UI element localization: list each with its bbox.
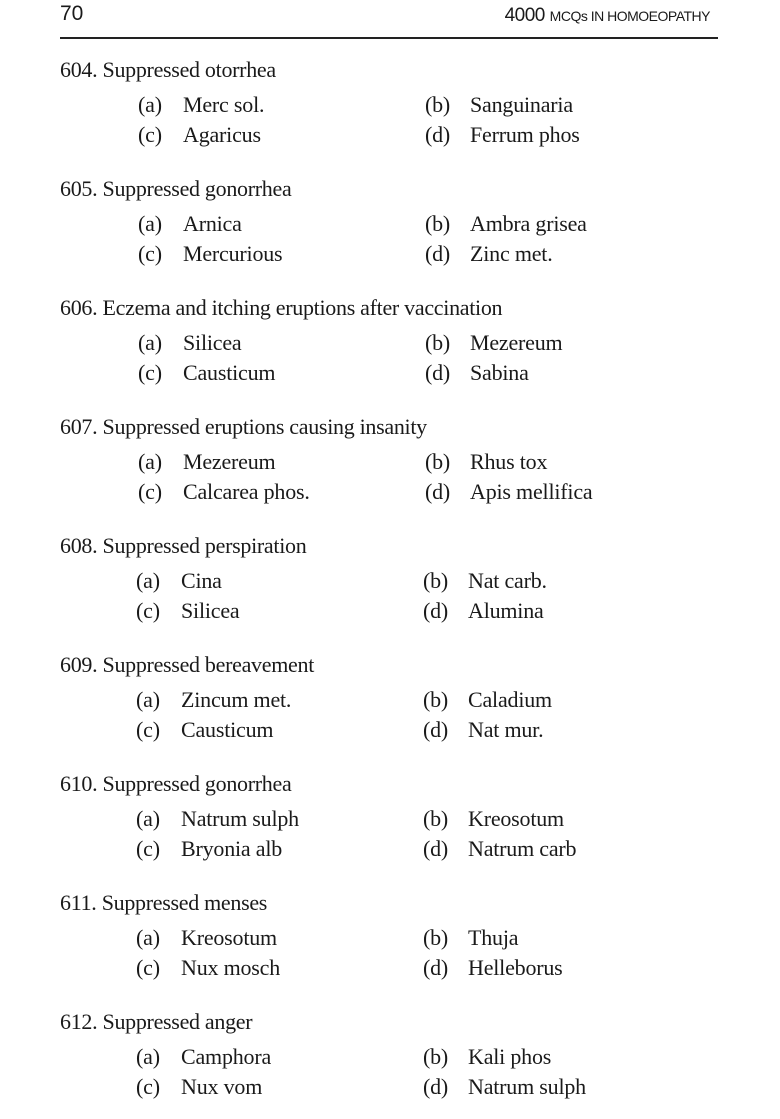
option-label: (c) xyxy=(136,955,160,980)
option-text: Mezereum xyxy=(470,330,563,355)
question-608 xyxy=(60,533,740,643)
option-label: (a) xyxy=(136,806,160,831)
question-610 xyxy=(60,771,740,881)
option xyxy=(136,568,222,594)
question-number: 611. xyxy=(60,890,97,915)
option-text: Sanguinaria xyxy=(470,92,573,117)
option-text: Kreosotum xyxy=(181,925,277,950)
option-label: (d) xyxy=(425,241,451,266)
option-label: (c) xyxy=(136,598,160,623)
option-label: (c) xyxy=(138,122,162,147)
option-text: Natrum sulph xyxy=(468,1074,586,1099)
option xyxy=(136,687,291,713)
option-label: (d) xyxy=(423,955,449,980)
question-609 xyxy=(60,652,740,762)
option-label: (c) xyxy=(136,1074,160,1099)
option-text: Causticum xyxy=(183,360,276,385)
option-text: Rhus tox xyxy=(470,449,548,474)
option-text: Nux vom xyxy=(181,1074,263,1099)
option-label: (b) xyxy=(425,449,451,474)
option-label: (d) xyxy=(425,479,451,504)
question-text xyxy=(60,57,276,83)
option-label: (a) xyxy=(138,449,162,474)
option-text: Thuja xyxy=(468,925,519,950)
option-label: (d) xyxy=(423,717,449,742)
option-text: Nat carb. xyxy=(468,568,547,593)
option-label: (d) xyxy=(423,836,449,861)
question-stem: Suppressed menses xyxy=(101,890,268,915)
option xyxy=(138,330,241,356)
option xyxy=(423,687,552,713)
option-label: (a) xyxy=(136,925,160,950)
question-611 xyxy=(60,890,740,1000)
option-label: (c) xyxy=(138,241,162,266)
question-text xyxy=(60,890,267,916)
question-stem: Suppressed bereavement xyxy=(102,652,315,677)
question-stem: Suppressed gonorrhea xyxy=(102,771,292,796)
option-text: Camphora xyxy=(181,1044,272,1069)
option xyxy=(136,806,299,832)
question-stem: Suppressed gonorrhea xyxy=(102,176,292,201)
option xyxy=(136,717,273,743)
running-title xyxy=(505,5,710,27)
option xyxy=(423,955,563,981)
option-label: (b) xyxy=(423,806,449,831)
option-text: Agaricus xyxy=(183,122,261,147)
option-label: (a) xyxy=(138,330,162,355)
option-label: (a) xyxy=(138,92,162,117)
option-text: Bryonia alb xyxy=(181,836,283,861)
question-number: 606. xyxy=(60,295,98,320)
question-text xyxy=(60,652,314,678)
option xyxy=(425,449,547,475)
option xyxy=(425,122,580,148)
option xyxy=(423,806,564,832)
question-stem: Suppressed perspiration xyxy=(102,533,307,558)
option xyxy=(138,241,282,267)
option-text: Nux mosch xyxy=(181,955,281,980)
option xyxy=(136,1074,262,1100)
question-text xyxy=(60,414,427,440)
question-number: 609. xyxy=(60,652,98,677)
page-number: 70 xyxy=(60,2,84,25)
option xyxy=(136,1044,271,1070)
option-label: (a) xyxy=(136,1044,160,1069)
question-stem: Suppressed eruptions causing insanity xyxy=(102,414,427,439)
option-text: Apis mellifica xyxy=(470,479,593,504)
option-label: (a) xyxy=(136,568,160,593)
question-604 xyxy=(60,57,740,167)
option xyxy=(138,92,264,118)
question-stem: Eczema and itching eruptions after vaccination xyxy=(102,295,503,320)
question-stem: Suppressed otorrhea xyxy=(102,57,276,82)
option-text: Zinc met. xyxy=(470,241,553,266)
option xyxy=(425,211,587,237)
option xyxy=(138,360,275,386)
question-number: 610. xyxy=(60,771,98,796)
option-text: Kreosotum xyxy=(468,806,564,831)
option-text: Ambra grisea xyxy=(470,211,587,236)
option-label: (c) xyxy=(136,836,160,861)
option xyxy=(136,836,282,862)
question-text xyxy=(60,295,502,321)
option xyxy=(423,836,576,862)
running-title-text: MCQs IN HOMOEOPATHY xyxy=(549,8,710,24)
option xyxy=(423,1044,551,1070)
option xyxy=(425,330,562,356)
option-text: Alumina xyxy=(468,598,544,623)
option-text: Natrum sulph xyxy=(181,806,299,831)
option xyxy=(425,479,592,505)
question-number: 608. xyxy=(60,533,98,558)
option xyxy=(138,449,275,475)
option xyxy=(136,925,277,951)
option-text: Nat mur. xyxy=(468,717,544,742)
option-label: (d) xyxy=(425,360,451,385)
question-text xyxy=(60,771,291,797)
option-label: (a) xyxy=(136,687,160,712)
option-text: Helleborus xyxy=(468,955,563,980)
option-text: Zincum met. xyxy=(181,687,292,712)
option xyxy=(425,360,529,386)
option-text: Calcarea phos. xyxy=(183,479,310,504)
running-title-number: 4000 xyxy=(504,5,545,26)
question-612 xyxy=(60,1009,740,1119)
option-text: Mercurious xyxy=(183,241,283,266)
option-label: (b) xyxy=(423,925,449,950)
option-text: Sabina xyxy=(470,360,529,385)
option-text: Cina xyxy=(181,568,222,593)
option-label: (c) xyxy=(136,717,160,742)
header-rule xyxy=(60,37,718,39)
question-text xyxy=(60,533,306,559)
option-text: Natrum carb xyxy=(468,836,577,861)
question-605 xyxy=(60,176,740,286)
option xyxy=(138,122,261,148)
option xyxy=(423,717,543,743)
option-text: Mezereum xyxy=(183,449,276,474)
option xyxy=(136,955,280,981)
option-text: Caladium xyxy=(468,687,552,712)
option xyxy=(425,241,553,267)
option-label: (d) xyxy=(425,122,451,147)
option-text: Silicea xyxy=(181,598,240,623)
question-number: 605. xyxy=(60,176,98,201)
option-label: (c) xyxy=(138,479,162,504)
option-label: (b) xyxy=(425,211,451,236)
option xyxy=(425,92,573,118)
option-label: (d) xyxy=(423,1074,449,1099)
option-label: (d) xyxy=(423,598,449,623)
option xyxy=(138,211,242,237)
option-label: (c) xyxy=(138,360,162,385)
option xyxy=(423,1074,586,1100)
question-text xyxy=(60,176,291,202)
option xyxy=(423,925,518,951)
option-text: Kali phos xyxy=(468,1044,552,1069)
option xyxy=(423,598,544,624)
option-label: (a) xyxy=(138,211,162,236)
question-stem: Suppressed anger xyxy=(102,1009,253,1034)
question-607 xyxy=(60,414,740,524)
option-text: Arnica xyxy=(183,211,242,236)
question-606 xyxy=(60,295,740,405)
option-label: (b) xyxy=(425,92,451,117)
option xyxy=(423,568,547,594)
option xyxy=(136,598,239,624)
question-text xyxy=(60,1009,252,1035)
option-label: (b) xyxy=(423,568,449,593)
option xyxy=(138,479,310,505)
option-text: Causticum xyxy=(181,717,274,742)
option-text: Silicea xyxy=(183,330,242,355)
option-label: (b) xyxy=(423,687,449,712)
question-number: 607. xyxy=(60,414,98,439)
option-text: Merc sol. xyxy=(183,92,265,117)
option-label: (b) xyxy=(425,330,451,355)
question-number: 612. xyxy=(60,1009,98,1034)
option-label: (b) xyxy=(423,1044,449,1069)
question-number: 604. xyxy=(60,57,98,82)
option-text: Ferrum phos xyxy=(470,122,580,147)
